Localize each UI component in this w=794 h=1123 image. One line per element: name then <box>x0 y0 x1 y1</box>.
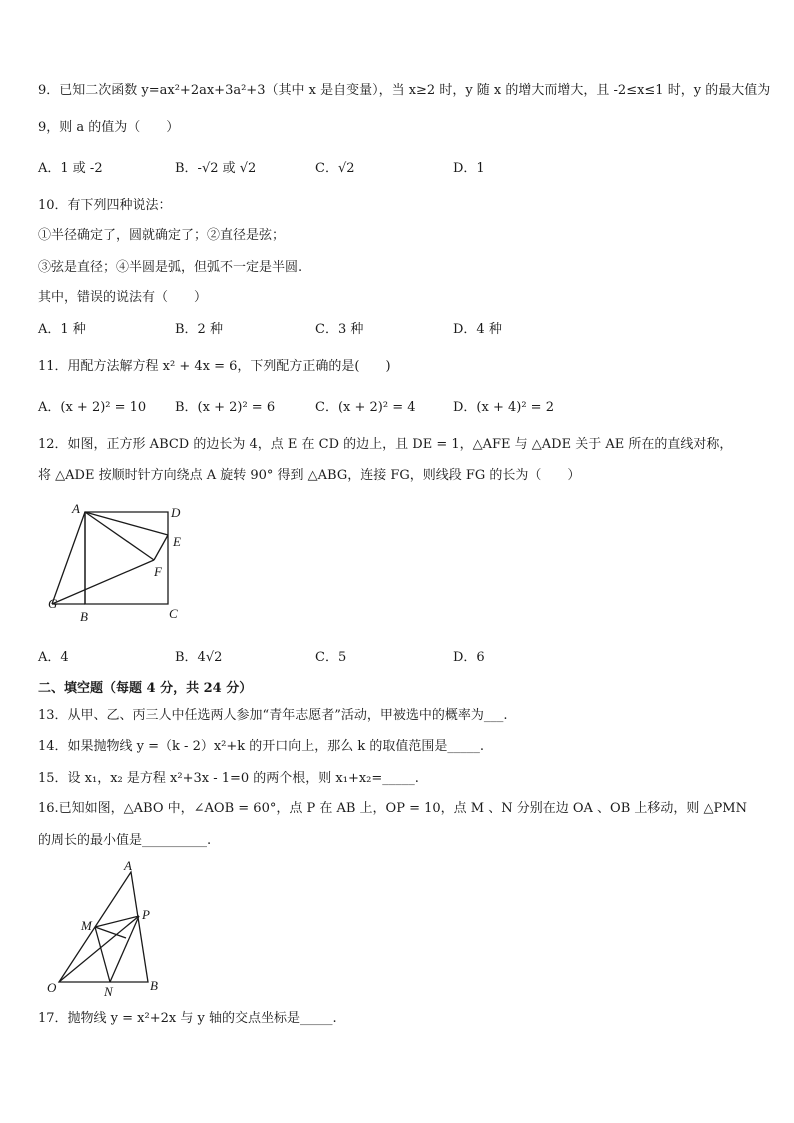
q15-text: 15．设 x₁，x₂ 是方程 x²+3x - 1=0 的两个根，则 x₁+x₂=_____. <box>38 771 419 786</box>
label-n: N <box>104 984 113 998</box>
q11-stem: 11．用配方法解方程 x² + 4x = 6，下列配方正确的是( ) <box>38 359 391 374</box>
q10-statement-1: ①半径确定了，圆就确定了；②直径是弦； <box>38 228 286 243</box>
label-a: A <box>72 501 80 516</box>
q12-square-figure <box>40 500 200 630</box>
label-c: C <box>169 606 178 621</box>
q13-text: 13．从甲、乙、丙三人中任选两人参加“青年志愿者”活动，甲被选中的概率为___. <box>38 708 508 723</box>
segment-pm2 <box>95 927 126 938</box>
q9-option-a: A．1 或 -2 <box>38 161 103 176</box>
label-e: E <box>173 534 181 549</box>
q10-question: 其中，错误的说法有（ ） <box>38 290 208 305</box>
segment-ag <box>52 512 85 604</box>
segment-fg <box>52 560 154 604</box>
q10-stem: 10．有下列四种说法： <box>38 198 172 213</box>
section-2-title: 二、填空题（每题 4 分，共 24 分） <box>38 681 253 696</box>
q12-option-b: B．4√2 <box>175 650 223 665</box>
label-p: P <box>142 907 150 922</box>
q9-option-c: C．√2 <box>315 161 355 176</box>
segment-af <box>85 512 154 560</box>
q12-option-d: D．6 <box>453 650 485 665</box>
segment-mn <box>95 927 110 982</box>
segment-ae <box>85 512 168 535</box>
q11-option-d: D．(x + 4)² = 2 <box>453 400 554 415</box>
label-b: B <box>150 978 158 993</box>
q9-option-b: B．-√2 或 √2 <box>175 161 257 176</box>
q10-option-c: C．3 种 <box>315 322 364 337</box>
q16-triangle-figure <box>44 858 174 998</box>
q17-text: 17．抛物线 y = x²+2x 与 y 轴的交点坐标是_____. <box>38 1011 337 1026</box>
q11-option-c: C．(x + 2)² = 4 <box>315 400 416 415</box>
label-b: B <box>80 609 88 624</box>
q12-stem-line2: 将 △ADE 按顺时针方向绕点 A 旋转 90° 得到 △ABG，连接 FG，则线段 FG 的长为（ ） <box>38 468 581 483</box>
segment-np <box>110 916 139 982</box>
q16-stem-line1: 16.已知如图，△ABO 中，∠AOB = 60°，点 P 在 AB 上，OP = 10，点 M 、N 分别在边 OA 、OB 上移动，则 △PMN <box>38 801 747 816</box>
q10-statement-2: ③弦是直径；④半圆是弧，但弧不一定是半圆. <box>38 260 303 275</box>
q9-stem-line1: 9．已知二次函数 y=ax²+2ax+3a²+3（其中 x 是自变量），当 x≥2 时，y 随 x 的增大而增大，且 -2≤x≤1 时，y 的最大值为 <box>38 83 771 98</box>
q9-stem-line2: 9，则 a 的值为（ ） <box>38 120 180 135</box>
q10-option-d: D．4 种 <box>453 322 502 337</box>
label-o: O <box>47 980 57 995</box>
q9-option-d: D．1 <box>453 161 485 176</box>
q12-option-c: C．5 <box>315 650 347 665</box>
q10-option-b: B．2 种 <box>175 322 223 337</box>
label-d: D <box>171 505 181 520</box>
q11-option-a: A．(x + 2)² = 10 <box>38 400 147 415</box>
label-f: F <box>154 564 162 579</box>
label-m: M <box>81 918 92 933</box>
q16-stem-line2: 的周长的最小值是__________. <box>38 833 212 848</box>
label-a: A <box>124 858 132 873</box>
segment-fe <box>154 535 168 560</box>
q12-stem-line1: 12．如图，正方形 ABCD 的边长为 4，点 E 在 CD 的边上，且 DE = 1，△AFE 与 △ADE 关于 AE 所在的直线对称， <box>38 437 733 452</box>
q11-option-b: B．(x + 2)² = 6 <box>175 400 276 415</box>
label-g: G <box>48 596 58 611</box>
q12-option-a: A．4 <box>38 650 69 665</box>
q10-option-a: A．1 种 <box>38 322 86 337</box>
q14-text: 14．如果抛物线 y =（k - 2）x²+k 的开口向上，那么 k 的取值范围是_____. <box>38 739 485 754</box>
